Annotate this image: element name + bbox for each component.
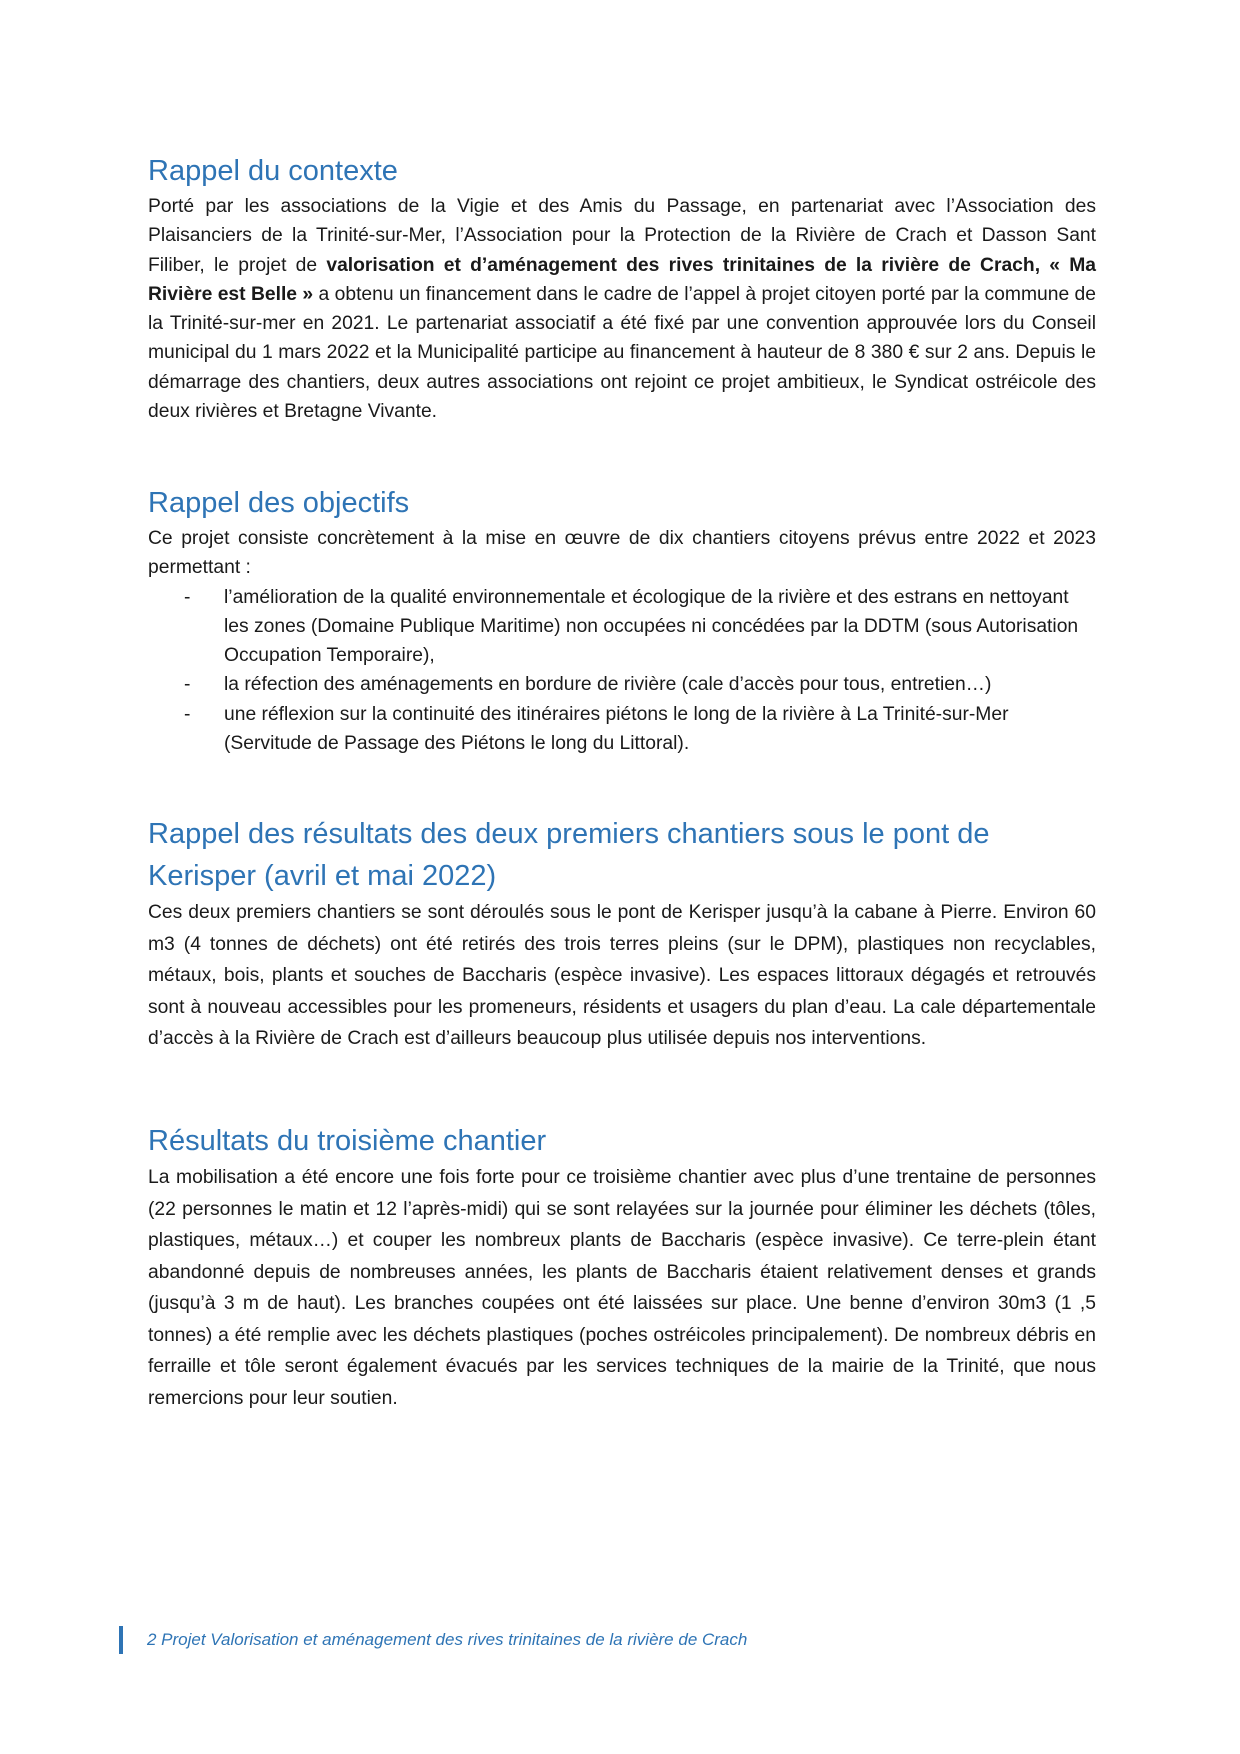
section-first-results [148, 813, 1096, 1055]
context-text-start: Porté par les associations de la Vigie et des Amis du Passage, en partenariat avec l’Association des Plaisanciers de la Trinité-sur-Mer, l’Association pour la Protection de la Rivière de Crach et Dasson Sant Filiber, le projet de [148, 196, 1096, 276]
list-item [148, 583, 1096, 671]
third-results-paragraph: La mobilisation a été encore une fois forte pour ce troisième chantier avec plus d’une trentaine de personnes (22 personnes le matin et 12 l’après-midi) qui se sont relayées sur la journée pour éliminer les déchets (tôles, plastiques, métaux…) et couper les nombreux plants de Baccharis (espèce invasive). Ce terre-plein étant abandonné depuis de nombreuses années, les plants de Baccharis étaient relativement denses et grands (jusqu’à 3 m de haut). Les branches coupées ont été laissées sur place. Une benne d’environ 30m3 (1 ,5 tonnes) a été remplie avec les déchets plastiques (poches ostréicoles principalement). De nombreux débris en ferraille et tôle seront également évacués par les services techniques de la mairie de la Trinité, que nous remercions pour leur soutien. [148, 1167, 1096, 1409]
section-context [148, 150, 1096, 426]
project-name-bold: valorisation et d’aménagement des rives trinitaines de la rivière de Crach, « Ma Rivière est Belle » [148, 254, 1096, 305]
context-text-end: a obtenu un financement dans le cadre de l’appel à projet citoyen porté par la commune de la Trinité-sur-mer en 2021. Le partenariat associatif a été fixé par une convention approuvée lors du Conseil municipal du 1 mars 2022 et la Municipalité participe au financement à hauteur de 8 380 € sur 2 ans. Depuis le démarrage des chantiers, deux autres associations ont rejoint ce projet ambitieux, le Syndicat ostréicole des deux rivières et Bretagne Vivante. [148, 283, 1097, 423]
footer-text: 2 Projet Valorisation et aménagement des rives trinitaines de la rivière de Crach [147, 1630, 748, 1649]
page-footer [119, 1626, 747, 1654]
heading-context: Rappel du contexte [148, 155, 398, 187]
list-item-text: une réflexion sur la continuité des itinéraires piétons le long de la rivière à La Trinité-sur-Mer (Servitude de Passage des Piétons le long du Littoral). [224, 703, 1009, 755]
list-item-text: l’amélioration de la qualité environnementale et écologique de la rivière et des estrans en nettoyant les zones (Domaine Publique Maritime) non occupées ni concédées par la DDTM (sous Autorisation Occupation Temporaire), [224, 586, 1079, 667]
section-objectives [148, 482, 1096, 758]
section-third-results [148, 1120, 1096, 1414]
footer-accent-bar [119, 1626, 123, 1654]
first-results-paragraph: Ces deux premiers chantiers se sont déroulés sous le pont de Kerisper jusqu’à la cabane à Pierre. Environ 60 m3 (4 tonnes de déchets) ont été retirés des trois terres pleins (sur le DPM), plastiques non recyclables, métaux, bois, plants et souches de Baccharis (espèce invasive). Les espaces littoraux dégagés et retrouvés sont à nouveau accessibles pour les promeneurs, résidents et usagers du plan d’eau. La cale départementale d’accès à la Rivière de Crach est d’ailleurs beaucoup plus utilisée depuis nos interventions. [148, 902, 1096, 1049]
dash-bullet: - [184, 703, 191, 725]
objectives-intro: Ce projet consiste concrètement à la mise en œuvre de dix chantiers citoyens prévus entre 2022 et 2023 permettant : [148, 528, 1096, 579]
list-item [148, 670, 1096, 699]
heading-first-results: Rappel des résultats des deux premiers chantiers sous le pont de Kerisper (avril et mai 2022) [148, 818, 990, 892]
context-paragraph [148, 192, 1096, 426]
dash-bullet: - [184, 674, 191, 696]
heading-third-results: Résultats du troisième chantier [148, 1125, 547, 1157]
list-item [148, 700, 1096, 759]
list-item-text: la réfection des aménagements en bordure de rivière (cale d’accès pour tous, entretien…) [224, 674, 992, 696]
heading-objectives: Rappel des objectifs [148, 487, 410, 519]
dash-bullet: - [184, 586, 191, 608]
objectives-list [148, 583, 1096, 759]
